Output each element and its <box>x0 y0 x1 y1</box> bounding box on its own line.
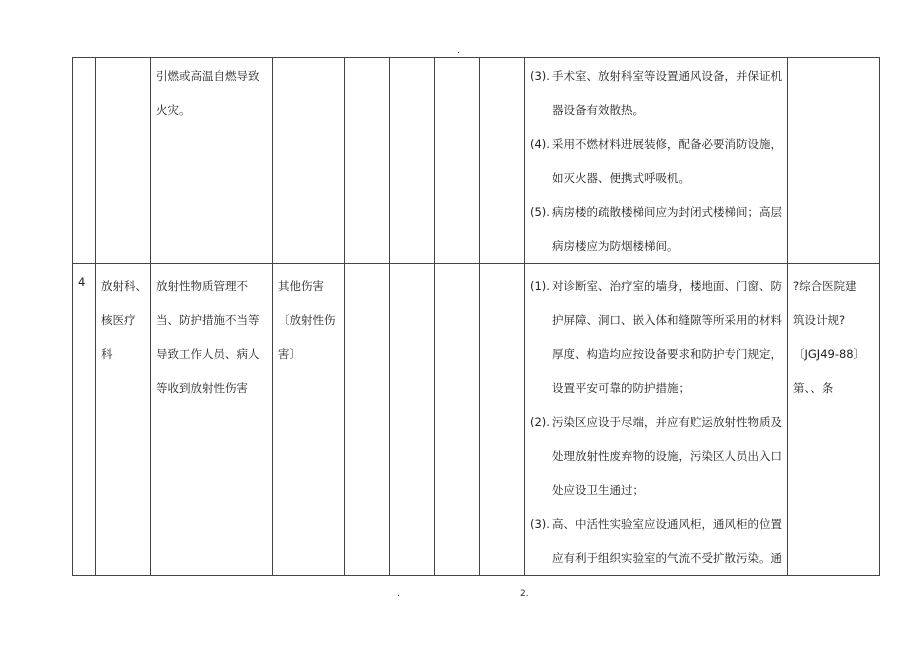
row-number <box>73 58 95 63</box>
cell-type <box>273 58 345 264</box>
cell-empty <box>345 58 390 264</box>
cell-empty <box>435 58 480 264</box>
table-row <box>73 264 880 576</box>
measure-label: (5). <box>530 205 550 219</box>
cell-hazard-line: 放射性物质管理不 <box>156 279 248 293</box>
cell-department-line: 科 <box>101 347 113 361</box>
cell-hazard <box>151 264 273 576</box>
measure-line: 处理放射性废弃物的设施，污染区人员出入口 <box>552 449 782 463</box>
measure-item <box>525 59 787 127</box>
cell-empty <box>390 264 435 576</box>
cell-type-line: 其他伤害 <box>278 279 324 293</box>
measure-line: 处应设卫生通过； <box>552 483 644 497</box>
cell-basis-line: 〔JGJ49-88〕 <box>793 347 866 361</box>
measure-line: 手术室、放射科室等设置通风设备，并保证机 <box>552 69 782 83</box>
cell-hazard-line: 引燃或高温自燃导致 <box>156 69 260 83</box>
cell-number <box>73 58 96 264</box>
cell-hazard-line: 等收到放射性伤害 <box>156 381 248 395</box>
cell-empty <box>480 264 525 576</box>
cell-basis <box>788 264 880 576</box>
cell-hazard-line: 火灾。 <box>156 103 191 117</box>
cell-empty <box>345 264 390 576</box>
measure-line: 护屏障、洞口、嵌入体和缝隙等所采用的材料 <box>552 313 782 327</box>
measure-line: 厚度、构造均应按设备要求和防护专门规定， <box>552 347 782 361</box>
cell-hazard <box>151 58 273 264</box>
measure-item <box>525 195 787 263</box>
cell-empty <box>480 58 525 264</box>
cell-type <box>273 264 345 576</box>
header-mark: . <box>457 46 460 56</box>
cell-empty <box>390 58 435 264</box>
cell-type-line: 〔放射性伤 <box>278 313 336 327</box>
measure-item <box>525 269 787 405</box>
measure-label: (3). <box>530 69 550 83</box>
measure-line: 高、中活性实验室应设通风柜，通风柜的位置 <box>552 517 782 531</box>
measure-line: 采用不燃材料进展装修，配备必要消防设施， <box>552 137 782 151</box>
cell-measures <box>525 264 788 576</box>
measure-line: 应有利于组织实验室的气流不受扩散污染。通 <box>552 551 782 565</box>
cell-basis-line: 第、、条 <box>793 381 834 395</box>
cell-department-line: 核医疗 <box>101 313 136 327</box>
cell-department <box>96 58 151 264</box>
measure-line: 病房楼的疏散楼梯间应为封闭式楼梯间；高层 <box>552 205 782 219</box>
cell-type-line: 害〕 <box>278 347 301 361</box>
cell-measures <box>525 58 788 264</box>
measure-label: (4). <box>530 137 550 151</box>
footer-page-number: 2. <box>520 589 529 599</box>
cell-basis <box>788 58 880 264</box>
footer-mark-left: . <box>397 589 400 599</box>
cell-department <box>96 264 151 576</box>
measure-item <box>525 127 787 195</box>
measure-line: 对诊断室、治疗室的墙身，楼地面、门窗、防 <box>552 279 782 293</box>
measure-line: 病房楼应为防烟楼梯间。 <box>552 239 679 253</box>
measure-line: 污染区应设于尽端，并应有贮运放射性物质及 <box>552 415 782 429</box>
measure-label: (2). <box>530 415 550 429</box>
table-row <box>73 58 880 264</box>
measure-label: (1). <box>530 279 550 293</box>
cell-hazard-line: 导致工作人员、病人 <box>156 347 260 361</box>
row-number: 4 <box>78 275 86 289</box>
measure-line: 如灭火器、便携式呼吸机。 <box>552 171 690 185</box>
measure-item <box>525 405 787 507</box>
measure-line: 器设备有效散热。 <box>552 103 644 117</box>
cell-hazard-line: 当、防护措施不当等 <box>156 313 260 327</box>
measure-label: (3). <box>530 517 550 531</box>
cell-department-line: 放射科、 <box>101 279 147 293</box>
cell-number <box>73 264 96 576</box>
cell-empty <box>435 264 480 576</box>
safety-measures-table <box>72 57 880 576</box>
measure-line: 设置平安可靠的防护措施； <box>552 381 690 395</box>
cell-basis-line: ?综合医院建 <box>793 279 857 293</box>
cell-basis-line: 筑设计规? <box>793 313 846 327</box>
measure-item <box>525 507 787 575</box>
